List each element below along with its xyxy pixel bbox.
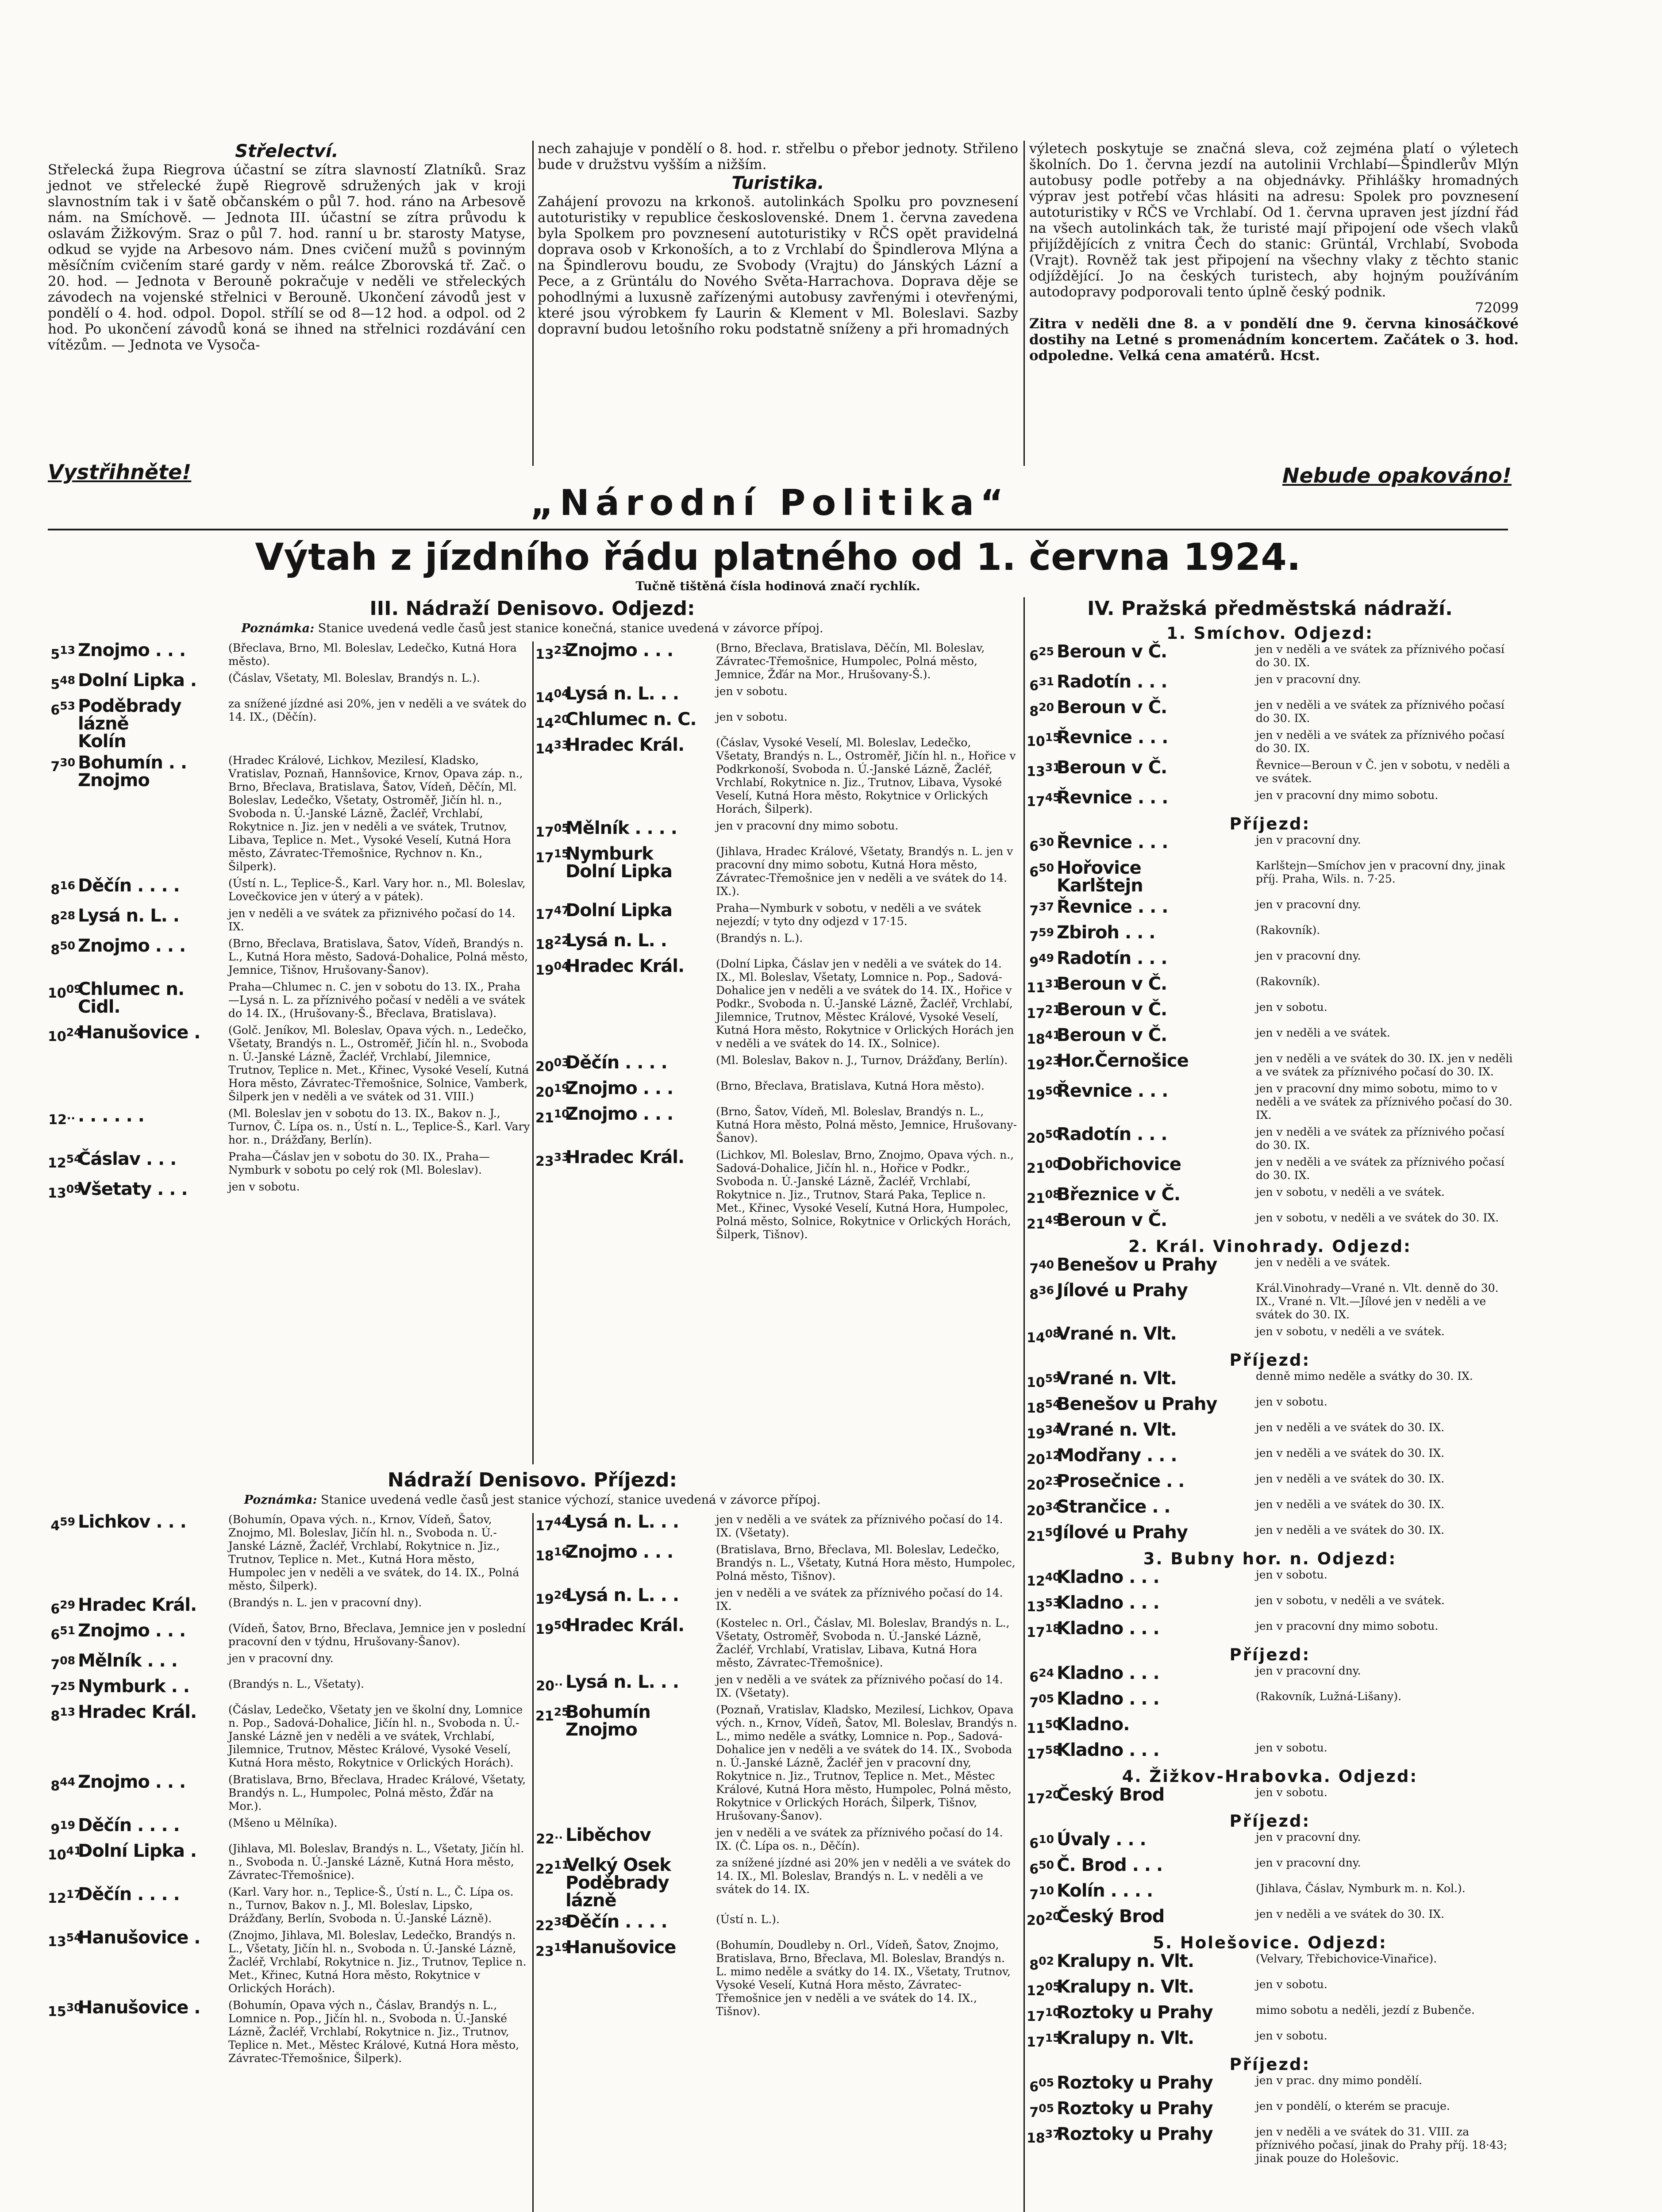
train-entry: $10^{15}$ Řevnice . . . jen v neděli a ve svátek za příznivého počasí do 30. IX. — [1027, 727, 1504, 755]
text-turistika-cont: výletech poskytuje se značná sleva, což zejména platí o výletech školních. Do 1. června jezdí na autolinii Vrchlabí—Špindlerův Mlýn autobusy podle potřeby a na objednávky. Přihlášky hromadných výprav jest potřebí včas hlásiti na adresu: Spolek pro povznesení autoturistiky v RČS ve Vrchlabí. Od 1. června upraven jest jízdní řád na všech autolinkách tak, že turisté mají připojení ode všech vlaků přijíždějících z vnitra Čech do stanic: Grüntál, Vrchlabí, Svoboda (Vrajt). Rovněž tak jest připojení na všechny vlaky z těchto stanic odjíždějící. Jo na českých turistech, aby hojným používáním autodopravy podporovali tento úplně český podnik. — [1029, 141, 1519, 300]
train-entry: $18^{41}$ Beroun v Č. jen v neděli a ve svátek. — [1027, 1025, 1390, 1047]
train-entry: 20.. Lysá n. L. . . jen v neděli a ve svátek za příznivého počasí do 14. IX. (Všetaty). — [536, 1672, 1003, 1699]
train-entry: $5^{13}$ Znojmo . . . (Břeclava, Brno, Ml. Boleslav, Ledečko, Kutná Hora město). — [50, 640, 517, 668]
train-entry: $4^{59}$ Lichkov . . . (Bohumín, Opava vých. n., Krnov, Vídeň, Šatov, Znojmo, Ml. Boleslav, Jičín hl. n., Svoboda n. Ú.-Janské Lázně, Žacléř, Vrchlabí, Rokytnice n. Jiz., Trutnov, Teplice n. Met., Kutná Hora město, Humpolec jen v neděli a ve svátek, do 14. IX., Polná město, Šilperk). — [50, 1512, 519, 1592]
train-entry: $6^{31}$ Radotín . . . jen v pracovní dny. — [1029, 672, 1361, 694]
train-entry: $19^{50}$ Hradec Král. (Kostelec n. Orl., Čáslav, Ml. Boleslav, Brandýs n. L., Všetaty, Ostroměř, Svoboda n. Ú.-Janské Lázně, Žacléř, Vrchlabí, Vratislav, Libava, Kutná Hora město, Závratec-Třemošnice). — [535, 1615, 1010, 1669]
train-entry: $17^{47}$ Dolní Lipka Praha—Nymburk v sobotu, v neděli a ve svátek nejezdí; v tyto dny odjezd v 17·15. — [535, 900, 981, 928]
train-entry: $9^{19}$ Děčín . . . . (Mšeno u Mělníka). — [50, 1815, 338, 1837]
train-entry: $10^{24}$ Hanušovice . (Golč. Jeníkov, Ml. Boleslav, Opava vých. n., Ledečko, Všetaty, Brandýs n. L., Ostroměř, Jičín hl. n., Svoboda n. Ú.-Janské Lázně, Žacléř, Vrchlabí, Jilemnice, Trutnov, Teplice n. Met., Křinec, Vysoké Veselí, Kutná Hora město, Závratec-Třemošnice, Solnice, Vamberk, Šilperk jen v neděli a ve svátek od 31. VIII.) — [48, 1022, 529, 1103]
denis-odjezd-col1 — [48, 641, 530, 1206]
train-entry: $22^{11}$ Velký Osek Poděbrady lázně za snížené jízdné asi 20% jen v neděli a ve svátek do 14. IX., Ml. Boleslav, Brandýs n. L. v neděli a ve svátek do 14. IX. — [535, 1855, 1011, 1911]
train-entry: $11^{50}$ Kladno. — [1027, 1714, 1130, 1736]
train-entry: $14^{20}$ Chlumec n. C. jen v sobotu. — [535, 709, 788, 731]
train-entry: $13^{53}$ Kladno . . . jen v sobotu, v neděli a ve svátek. — [1027, 1593, 1445, 1615]
divider — [532, 1513, 534, 2212]
timetable-title: Výtah z jízdního řádu platného od 1. června 1924. — [255, 535, 1301, 579]
train-entry: $19^{04}$ Hradec Král. (Dolní Lipka, Čáslav jen v neděli a ve svátek do 14. IX., Ml. Boleslav, Všetaty, Lomnice n. Pop., Sadová-Dohalice jen v neděli a ve svátek do 14. IX., Hořice v Podkr., Svoboda n. Ú.-Janské Lázně, Žacléř, Vrchlabí, Jilemnice, Trutnov, Městec Králové, Vysoké Veselí, Kutná Hora město, Rokytnice v Orlických Horách jen v neděli a ve svátek do 14. IX., Solnice). — [535, 956, 1014, 1050]
divider — [1023, 597, 1025, 2212]
train-entry: $20^{03}$ Děčín . . . . (Ml. Boleslav, Bakov n. J., Turnov, Drážďany, Berlín). — [535, 1052, 1008, 1075]
train-entry: $20^{50}$ Radotín . . . jen v neděli a ve svátek za příznivého počasí do 30. IX. — [1027, 1124, 1504, 1152]
train-entry: $17^{10}$ Roztoky u Prahy mimo sobotu a neděli, jezdí z Bubenče. — [1027, 2002, 1475, 2024]
train-entry: $9^{49}$ Radotín . . . jen v pracovní dny. — [1029, 948, 1361, 970]
train-entry: $11^{31}$ Beroun v Č. (Rakovník). — [1027, 974, 1320, 996]
train-entry: $13^{09}$ Všetaty . . . jen v sobotu. — [48, 1179, 300, 1201]
article-strelectvi — [48, 141, 526, 353]
heading-strelectvi: Střelectví. — [235, 141, 339, 161]
divider — [1023, 141, 1025, 466]
train-entry: $6^{50}$ Hořovice Karlštejn Karlštejn—Smíchov jen v pracovní dny, jinak příj. Praha, Wils. n. 7·25. — [1029, 858, 1505, 896]
train-entry: $6^{50}$ Č. Brod . . . jen v pracovní dny. — [1029, 1855, 1361, 1877]
train-entry: $7^{40}$ Benešov u Prahy jen v neděli a ve svátek. — [1029, 1255, 1390, 1277]
bubny-heading: 3. Bubny hor. n. Odjezd: — [1143, 1549, 1397, 1568]
vinohrady-heading: 2. Král. Vinohrady. Odjezd: — [1128, 1237, 1412, 1256]
train-entry: $12^{05}$ Kralupy n. Vlt. jen v sobotu. — [1027, 1977, 1327, 1999]
train-entry: $17^{21}$ Beroun v Č. jen v sobotu. — [1027, 999, 1327, 1022]
train-entry: $21^{50}$ Jílové u Prahy jen v neděli a ve svátek do 30. IX. — [1027, 1522, 1445, 1544]
rule — [48, 529, 1508, 530]
denis-prijezd-col1 — [48, 1513, 530, 2069]
train-entry: $19^{34}$ Vrané n. Vlt. jen v neděli a ve svátek do 30. IX. — [1027, 1420, 1445, 1442]
banner-left: Vystřihněte! — [48, 460, 192, 484]
train-entry: $17^{15}$ Kralupy n. Vlt. jen v sobotu. — [1027, 2028, 1327, 2050]
train-entry: $8^{13}$ Hradec Král. (Čáslav, Ledečko, Všetaty jen ve školní dny, Lomnice n. Pop., Sadová-Dohalice, Jičín hl. n., Svoboda n. Ú.-Janské Lázně jen v neděli a ve svátek, Vrchlabí, Jilemnice, Trutnov, Městec Králové, Vysoké Veselí, Kutná Hora město, Rokytnice v Orlických Horách). — [50, 1702, 523, 1769]
train-entry: $8^{02}$ Kralupy n. Vlt. (Velvary, Třebichovice-Vinařice). — [1029, 1951, 1437, 1973]
train-entry: $23^{19}$ Hanušovice (Bohumín, Doudleby n. Orl., Vídeň, Šatov, Znojmo, Bratislava, Brno, Břeclava, Ml. Boleslav, Brandýs n. L. mimo neděle a svátky do 14. IX., Všetaty, Trutnov, Vysoké Veselí, Kutná Hora město, Závratec-Třemošnice jen v neděli a ve svátek do 14. IX., Tišnov). — [535, 1937, 1011, 2018]
train-entry: $17^{05}$ Mělník . . . . jen v pracovní dny mimo sobotu. — [535, 818, 899, 840]
train-entry: $7^{37}$ Řevnice . . . jen v pracovní dny. — [1029, 897, 1361, 919]
train-entry: $20^{34}$ Strančice . . jen v neděli a ve svátek do 30. IX. — [1027, 1497, 1445, 1519]
train-entry: $14^{33}$ Hradec Král. (Čáslav, Vysoké Veselí, Ml. Boleslav, Ledečko, Všetaty, Brandýs n. L., Ostroměř, Jičín hl. n., Hořice v Podkrkonoší, Svoboda n. Ú.-Janské Lázně, Žacléř, Vrchlabí, Rokytnice n. Jiz., Trutnov, Libava, Vysoké Veselí, Kutná Hora město, Rokytnice v Orlických Horách, Šilperk). — [535, 735, 1016, 815]
train-entry: $18^{37}$ Roztoky u Prahy jen v neděli a ve svátek do 31. VIII. za příznivého počasí, jinak do Prahy příj. 18·43; jinak pouze do Holešovic. — [1027, 2124, 1508, 2165]
train-entry: $17^{58}$ Kladno . . . jen v sobotu. — [1027, 1740, 1327, 1762]
denis-arr-pozn — [48, 1493, 1017, 1507]
text-strelectvi-cont: nech zahajuje v pondělí o 8. hod. r. střelbu o přebor jednoty. Střileno bude v družstvu vyšším a nižším. — [538, 141, 1018, 173]
train-entry: $10^{09}$ Chlumec n. Cidl. Praha—Chlumec n. C. jen v sobotu do 13. IX., Praha—Lysá n. L. za příznivého počasí v neděli a ve svátek do 14. IX., (Hrušovany-Š., Břeclava, Bratislava). — [48, 979, 525, 1020]
smichov-heading: 1. Smíchov. Odjezd: — [1166, 624, 1373, 643]
train-entry: $6^{51}$ Znojmo . . . (Vídeň, Šatov, Brno, Břeclava, Jemnice jen v poslední pracovní den v týdnu, Hrušovany-Šanov). — [50, 1621, 526, 1648]
train-entry: $22^{38}$ Děčín . . . . (Ústí n. L.). — [535, 1912, 780, 1934]
denis-prijezd-col2 — [535, 1513, 1018, 2022]
smichov-arr-heading: Příjezd: — [1229, 814, 1311, 833]
train-entry: $17^{20}$ Český Brod jen v sobotu. — [1027, 1785, 1327, 1807]
train-entry: $14^{08}$ Vrané n. Vlt. jen v sobotu, v neděli a ve svátek. — [1027, 1324, 1445, 1346]
praha-column — [1027, 624, 1513, 2169]
pozn-text: Stanice uvedená vedle časů jest stanice výchozí, stanice uvedená v závorce přípoj. — [321, 1493, 821, 1507]
train-entry: $6^{24}$ Kladno . . . jen v pracovní dny. — [1029, 1663, 1361, 1685]
train-entry: $6^{10}$ Úvaly . . . jen v pracovní dny. — [1029, 1829, 1361, 1851]
train-entry: $19^{26}$ Lysá n. L. . . jen v neděli a ve svátek za příznivého počasí do 14. IX. — [535, 1585, 1003, 1613]
train-entry: $7^{10}$ Kolín . . . . (Jihlava, Čáslav, Nymburk m. n. Kol.). — [1029, 1881, 1466, 1903]
train-entry: $10^{59}$ Vrané n. Vlt. denně mimo neděle a svátky do 30. IX. — [1027, 1368, 1473, 1390]
train-entry: $18^{22}$ Lysá n. L. . (Brandýs n. L.). — [535, 930, 803, 952]
train-entry: $8^{16}$ Děčín . . . . (Ústí n. L., Teplice-Š., Karl. Vary hor. n., Ml. Boleslav, Lovečkovice jen v úterý a v pátek). — [50, 876, 526, 903]
masthead: „Národní Politika“ — [530, 482, 1010, 523]
pozn-text: Stanice uvedená vedle časů jest stanice konečná, stanice uvedená v závorce přípoj. — [318, 622, 823, 635]
code-number: 72099 — [1475, 300, 1519, 316]
denis-odjezd-col2 — [535, 641, 1018, 1245]
article-turistika — [538, 141, 1018, 337]
train-entry: $14^{04}$ Lysá n. L. . . jen v sobotu. — [535, 684, 788, 706]
heading-turistika: Turistika. — [731, 173, 824, 193]
train-entry: $7^{59}$ Zbiroh . . . (Rakovník). — [1029, 922, 1320, 945]
denis-heading: III. Nádraží Denisovo. Odjezd: — [369, 597, 695, 620]
train-entry: $20^{20}$ Český Brod jen v neděli a ve svátek do 30. IX. — [1027, 1906, 1445, 1928]
train-entry: $23^{33}$ Hradec Král. (Lichkov, Ml. Boleslav, Brno, Znojmo, Opava vých. n., Sadová-Dohalice, Jičín hl. n., Hořice v Podkr., Svoboda n. Ú.-Janské Lázně, Žacléř, Vrchlabí, Rokytnice n. Jiz., Trutnov, Stará Paka, Teplice n. Met., Křinec, Vysoké Veselí, Kutná Hora, Humpolec, Polná město, Solnice, Rokytnice v Orlických Horách, Šilperk, Tišnov). — [535, 1147, 1014, 1241]
timetable-note: Tučně tištěná čísla hodinová značí rychlík. — [635, 580, 920, 593]
train-entry: $17^{45}$ Řevnice . . . jen v pracovní dny mimo sobotu. — [1027, 787, 1439, 810]
train-entry: $8^{50}$ Znojmo . . . (Brno, Břeclava, Bratislava, Šatov, Vídeň, Brandýs n. L., Kutná Hora město, Sadová-Dohalice, Polná město, Jemnice, Tišnov, Hrušovany-Šanov). — [50, 936, 528, 976]
train-entry: $21^{00}$ Dobřichovice jen v neděli a ve svátek za příznivého počasí do 30. IX. — [1027, 1154, 1504, 1182]
divider — [532, 141, 534, 466]
train-entry: $20^{23}$ Prosečnice . . jen v neděli a ve svátek do 30. IX. — [1027, 1471, 1445, 1493]
train-entry: $7^{30}$ Bohumín . . Znojmo (Hradec Králové, Lichkov, Mezilesí, Kladsko, Vratislav, Poznaň, Hannšovice, Krnov, Opava záp. n., Brno, Břeclava, Bratislava, Šatov, Vídeň, Děčín, Ml. Boleslav, Ledečko, Všetaty, Ostroměř, Jičín hl. n., Svoboda n. Ú.-Janské Lázně, Žacléř, Vrchlabí, Rokytnice n. Jiz. jen v neděli a ve svátek, Trutnov, Libava, Teplice n. Met., Vysoké Veselí, Kutná Hora město, Závratec-Třemošnice, Rychnov n. Kn., Šilperk). — [50, 753, 523, 873]
text-turistika: Zahájení provozu na krkonoš. autolinkách Spolku pro povznesení autoturistiky v republice československé. Dnem 1. června zavedena byla Spolkem pro povznesení autoturistiky v RČS opět pravidelná doprava osob v Krkonoších, a to z Vrchlabí do Špindlerova Mlýna a na Špindlerovu boudu, ze Svobody (Vrajtu) do Jánských Lázní a Pece, a z Grüntálu do Nového Světa-Harrachova. Doprava děje se pohodlnými a luxusně zařízenými autobusy zavřenými i otevřenými, které jsou výrobkem fy Laurin & Klement v Ml. Boleslavi. Sazby dopravní budou letošního roku podstatně sníženy a při hromadných — [538, 194, 1018, 337]
pozn-label: Poznámka: — [241, 622, 315, 635]
article-turistika-cont — [1029, 141, 1519, 364]
train-entry: $17^{15}$ Nymburk Dolní Lipka (Jihlava, Hradec Králové, Všetaty, Brandýs n. L. jen v pracovní dny mimo sobotu, Kutná Hora město, Závratec-Třemošnice jen v neděli a ve svátek do 14. IX.). — [535, 844, 1013, 898]
denis-arr-heading: Nádraží Denisovo. Příjezd: — [387, 1469, 677, 1491]
zizkov-heading: 4. Žižkov-Hrabovka. Odjezd: — [1122, 1767, 1418, 1786]
zizkov-arr-heading: Příjezd: — [1229, 1812, 1311, 1831]
holesovice-heading: 5. Holešovice. Odjezd: — [1153, 1933, 1387, 1952]
train-entry: $21^{25}$ Bohumín Znojmo (Poznaň, Vratislav, Kladsko, Mezilesí, Lichkov, Opava vých. n., Krnov, Vídeň, Šatov, Ml. Boleslav, Brandýs n. L., mimo neděle a svátky, Lomnice n. Pop., Sadová-Dohalice jen v neděli a ve svátek do 14. IX., Svoboda n. Ú.-Janské Lázně, Žacléř jen v pracovní dny, Rokytnice n. Jiz., Trutnov, Teplice n. Met., Městec Králové, Kutná Hora město, Humpolec, Polná město, Rokytnice v Orlických Horách, Šilperk, Tišnov, Hrušovany-Šanov). — [535, 1702, 1017, 1822]
train-entry: $17^{18}$ Kladno . . . jen v pracovní dny mimo sobotu. — [1027, 1618, 1439, 1640]
train-entry: $21^{10}$ Znojmo . . . (Brno, Šatov, Vídeň, Ml. Boleslav, Brandýs n. L., Kutná Hora město, Polná město, Jemnice, Hrušovany-Šanov). — [535, 1104, 1017, 1144]
train-entry: $8^{44}$ Znojmo . . . (Bratislava, Brno, Břeclava, Hradec Králové, Všetaty, Brandýs n. L., Humpolec, Polná město, Žďár na Mor.). — [50, 1772, 526, 1813]
train-entry: $8^{20}$ Beroun v Č. jen v neděli a ve svátek za příznivého počasí do 30. IX. — [1029, 697, 1504, 725]
train-entry: $12^{17}$ Děčín . . . . (Karl. Vary hor. n., Teplice-Š., Ústí n. L., Č. Lípa os. n., Turnov, Bakov n. J., Ml. Boleslav, Lipsko, Drážďany, Berlín, Svoboda n. Ú.-Janské Lázně). — [48, 1884, 514, 1925]
train-entry: $13^{23}$ Znojmo . . . (Brno, Břeclava, Bratislava, Děčín, Ml. Boleslav, Závratec-Třemošnice, Humpolec, Polná město, Jemnice, Žďár na Mor., Hrušovany-Š.). — [535, 640, 985, 681]
holesovice-arr-heading: Příjezd: — [1229, 2055, 1311, 2074]
train-entry: $19^{23}$ Hor.Černošice jen v neděli a ve svátek do 30. IX. jen v neděli a ve svátek za příznivého počasí do 30. IX. — [1027, 1051, 1513, 1078]
train-entry: $17^{44}$ Lysá n. L. . . jen v neděli a ve svátek za příznivého počasí do 14. IX. (Všetaty). — [535, 1512, 1003, 1539]
train-entry: $6^{30}$ Řevnice . . . jen v pracovní dny. — [1029, 832, 1361, 854]
train-entry: $13^{54}$ Hanušovice . (Znojmo, Jihlava, Ml. Boleslav, Ledečko, Brandýs n. L., Všetaty, Jičín hl. n., Svoboda n. Ú.-Janské Lázně, Žacléř, Vrchlabí, Rokytnice n. Jiz., Trutnov, Teplice n. Met., Křinec, Kutná Hora město, Rokytnice v Orlických Horách). — [48, 1928, 527, 1995]
train-entry: $20^{12}$ Modřany . . . jen v neděli a ve svátek do 30. IX. — [1027, 1445, 1445, 1467]
train-entry: $7^{05}$ Roztoky u Prahy jen v pondělí, o kterém se pracuje. — [1029, 2098, 1450, 2120]
train-entry: $19^{50}$ Řevnice . . . jen v pracovní dny mimo sobotu, mimo to v neděli a ve svátek za příznivého počasí do 30. IX. — [1027, 1081, 1512, 1121]
train-entry: 12.. . . . . . . (Ml. Boleslav jen v sobotu do 13. IX., Bakov n. J., Turnov, Č. Lípa os. n., Ústí n. L., Teplice-Š., Karl. Vary hor. n., Drážďany, Berlín). — [48, 1106, 530, 1146]
text-concert: Zitra v neděli dne 8. a v pondělí dne 9. června kinosáčkové dostihy na Letné s promenádním koncertem. Začátek o 3. hod. odpoledne. Velká cena amatérů. Hcst. — [1029, 316, 1519, 364]
train-entry: $12^{40}$ Kladno . . . jen v sobotu. — [1027, 1567, 1327, 1589]
train-entry: $8^{28}$ Lysá n. L. . jen v neděli a ve svátek za přiznivého počasí do 14. IX. — [50, 906, 516, 933]
train-entry: $21^{49}$ Beroun v Č. jen v sobotu, v neděli a ve svátek do 30. IX. — [1027, 1210, 1499, 1232]
train-entry: $6^{25}$ Beroun v Č. jen v neděli a ve svátek za příznivého počasí do 30. IX. — [1029, 641, 1504, 669]
train-entry: $6^{29}$ Hradec Král. (Brandýs n. L. jen v pracovní dny). — [50, 1595, 422, 1617]
train-entry: $6^{05}$ Roztoky u Prahy jen v prac. dny mimo pondělí. — [1029, 2073, 1422, 2095]
train-entry: $7^{08}$ Mělník . . . jen v pracovní dny. — [50, 1651, 334, 1673]
train-entry: $13^{31}$ Beroun v Č. Řevnice—Beroun v Č. jen v sobotu, v neděli a ve svátek. — [1027, 757, 1510, 785]
vinohrady-arr-heading: Příjezd: — [1229, 1351, 1311, 1370]
train-entry: $18^{16}$ Znojmo . . . (Bratislava, Brno, Břeclava, Ml. Boleslav, Ledečko, Brandýs n. L., Všetaty, Kutná Hora město, Humpolec, Polná město, Tišnov). — [535, 1542, 1016, 1582]
divider — [532, 641, 534, 1464]
train-entry: $8^{36}$ Jílové u Prahy Král.Vinohrady—Vrané n. Vlt. denně do 30. IX., Vrané n. Vlt.—Jílové jen v neděli a ve svátek do 30. IX. — [1029, 1280, 1499, 1321]
denis-pozn — [48, 622, 1017, 635]
train-entry: $5^{48}$ Dolní Lipka . (Čáslav, Všetaty, Ml. Boleslav, Brandýs n. L.). — [50, 670, 480, 692]
praha-heading: IV. Pražská předměstská nádraží. — [1087, 597, 1453, 620]
train-entry: $6^{53}$ Poděbrady lázně Kolín za snížené jízdné asi 20%, jen v neděli a ve svátek do 14. IX., (Děčín). — [50, 696, 527, 752]
train-entry: $10^{41}$ Dolní Lipka . (Jihlava, Ml. Boleslav, Brandýs n. L., Všetaty, Jičín hl. n., Svoboda n. Ú.-Janské Lázně, Kutná Hora město, Závratec-Třemošnice). — [48, 1841, 524, 1882]
train-entry: 22.. Liběchov jen v neděli a ve svátek za příznivého počasí do 14. IX. (Č. Lípa os. n., Děčín). — [536, 1825, 1003, 1852]
train-entry: $21^{08}$ Březnice v Č. jen v sobotu, v neděli a ve svátek. — [1027, 1184, 1445, 1206]
train-entry: $12^{54}$ Čáslav . . . Praha—Čáslav jen v sobotu do 30. IX., Praha—Nymburk v sobotu po celý rok (Ml. Boleslav). — [48, 1149, 490, 1176]
train-entry: $15^{30}$ Hanušovice . (Bohumín, Opava vých n., Čáslav, Brandýs n. L., Lomnice n. Pop., Jičín hl. n., Svoboda n. Ú.-Janské Lázně, Žacléř, Vrchlabí, Rokytnice n. Jiz., Trutnov, Teplice n. Met., Městec Králové, Kutná Hora město, Závratec-Třemošnice, Šilperk). — [48, 1997, 519, 2065]
train-entry: $20^{19}$ Znojmo . . . (Brno, Břeclava, Bratislava, Kutná Hora město). — [535, 1078, 985, 1100]
banner-right: Nebude opakováno! — [1282, 464, 1512, 488]
bubny-arr-heading: Příjezd: — [1229, 1645, 1311, 1664]
train-entry: $7^{05}$ Kladno . . . (Rakovník, Lužná-Lišany). — [1029, 1689, 1402, 1711]
train-entry: $18^{54}$ Benešov u Prahy jen v sobotu. — [1027, 1394, 1327, 1416]
pozn-label: Poznámka: — [244, 1493, 317, 1507]
train-entry: $7^{25}$ Nymburk . . (Brandýs n. L., Všetaty). — [50, 1676, 364, 1698]
text-strelectvi: Střelecká župa Riegrova účastní se zítra slavností Zlatníků. Sraz jednot ve střelecké župě Riegrově sdružených jak v kroji slavnostním tak i v šatě občanském o půl 7. hod. ráno na Arbesově nám. na Smíchově. — Jednota III. účastní se zítra průvodu k oslavám Žižkovým. Sraz o půl 7. hod. ranní u br. starosty Matyse, odkud se vyjde na Arbesovo nám. Dnes cvičení mužů s povinným měsíčním cvičením staré gardy v něm. reálce Zborovská tř. Zač. o 20. hod. — Jednota v Berouně pokračuje v neděli ve střeleckých závodech na vojenské střelnici v Berouně. Ukončení závodů jest v pondělí o 4. hod. odpol. Dopol. střílí se od 8—12 hod. a odpol. od 2 hod. Po ukončení závodů koná se ihned na střelnici rozdávání cen vítězům. — Jednota ve Vysoča- — [48, 162, 526, 353]
